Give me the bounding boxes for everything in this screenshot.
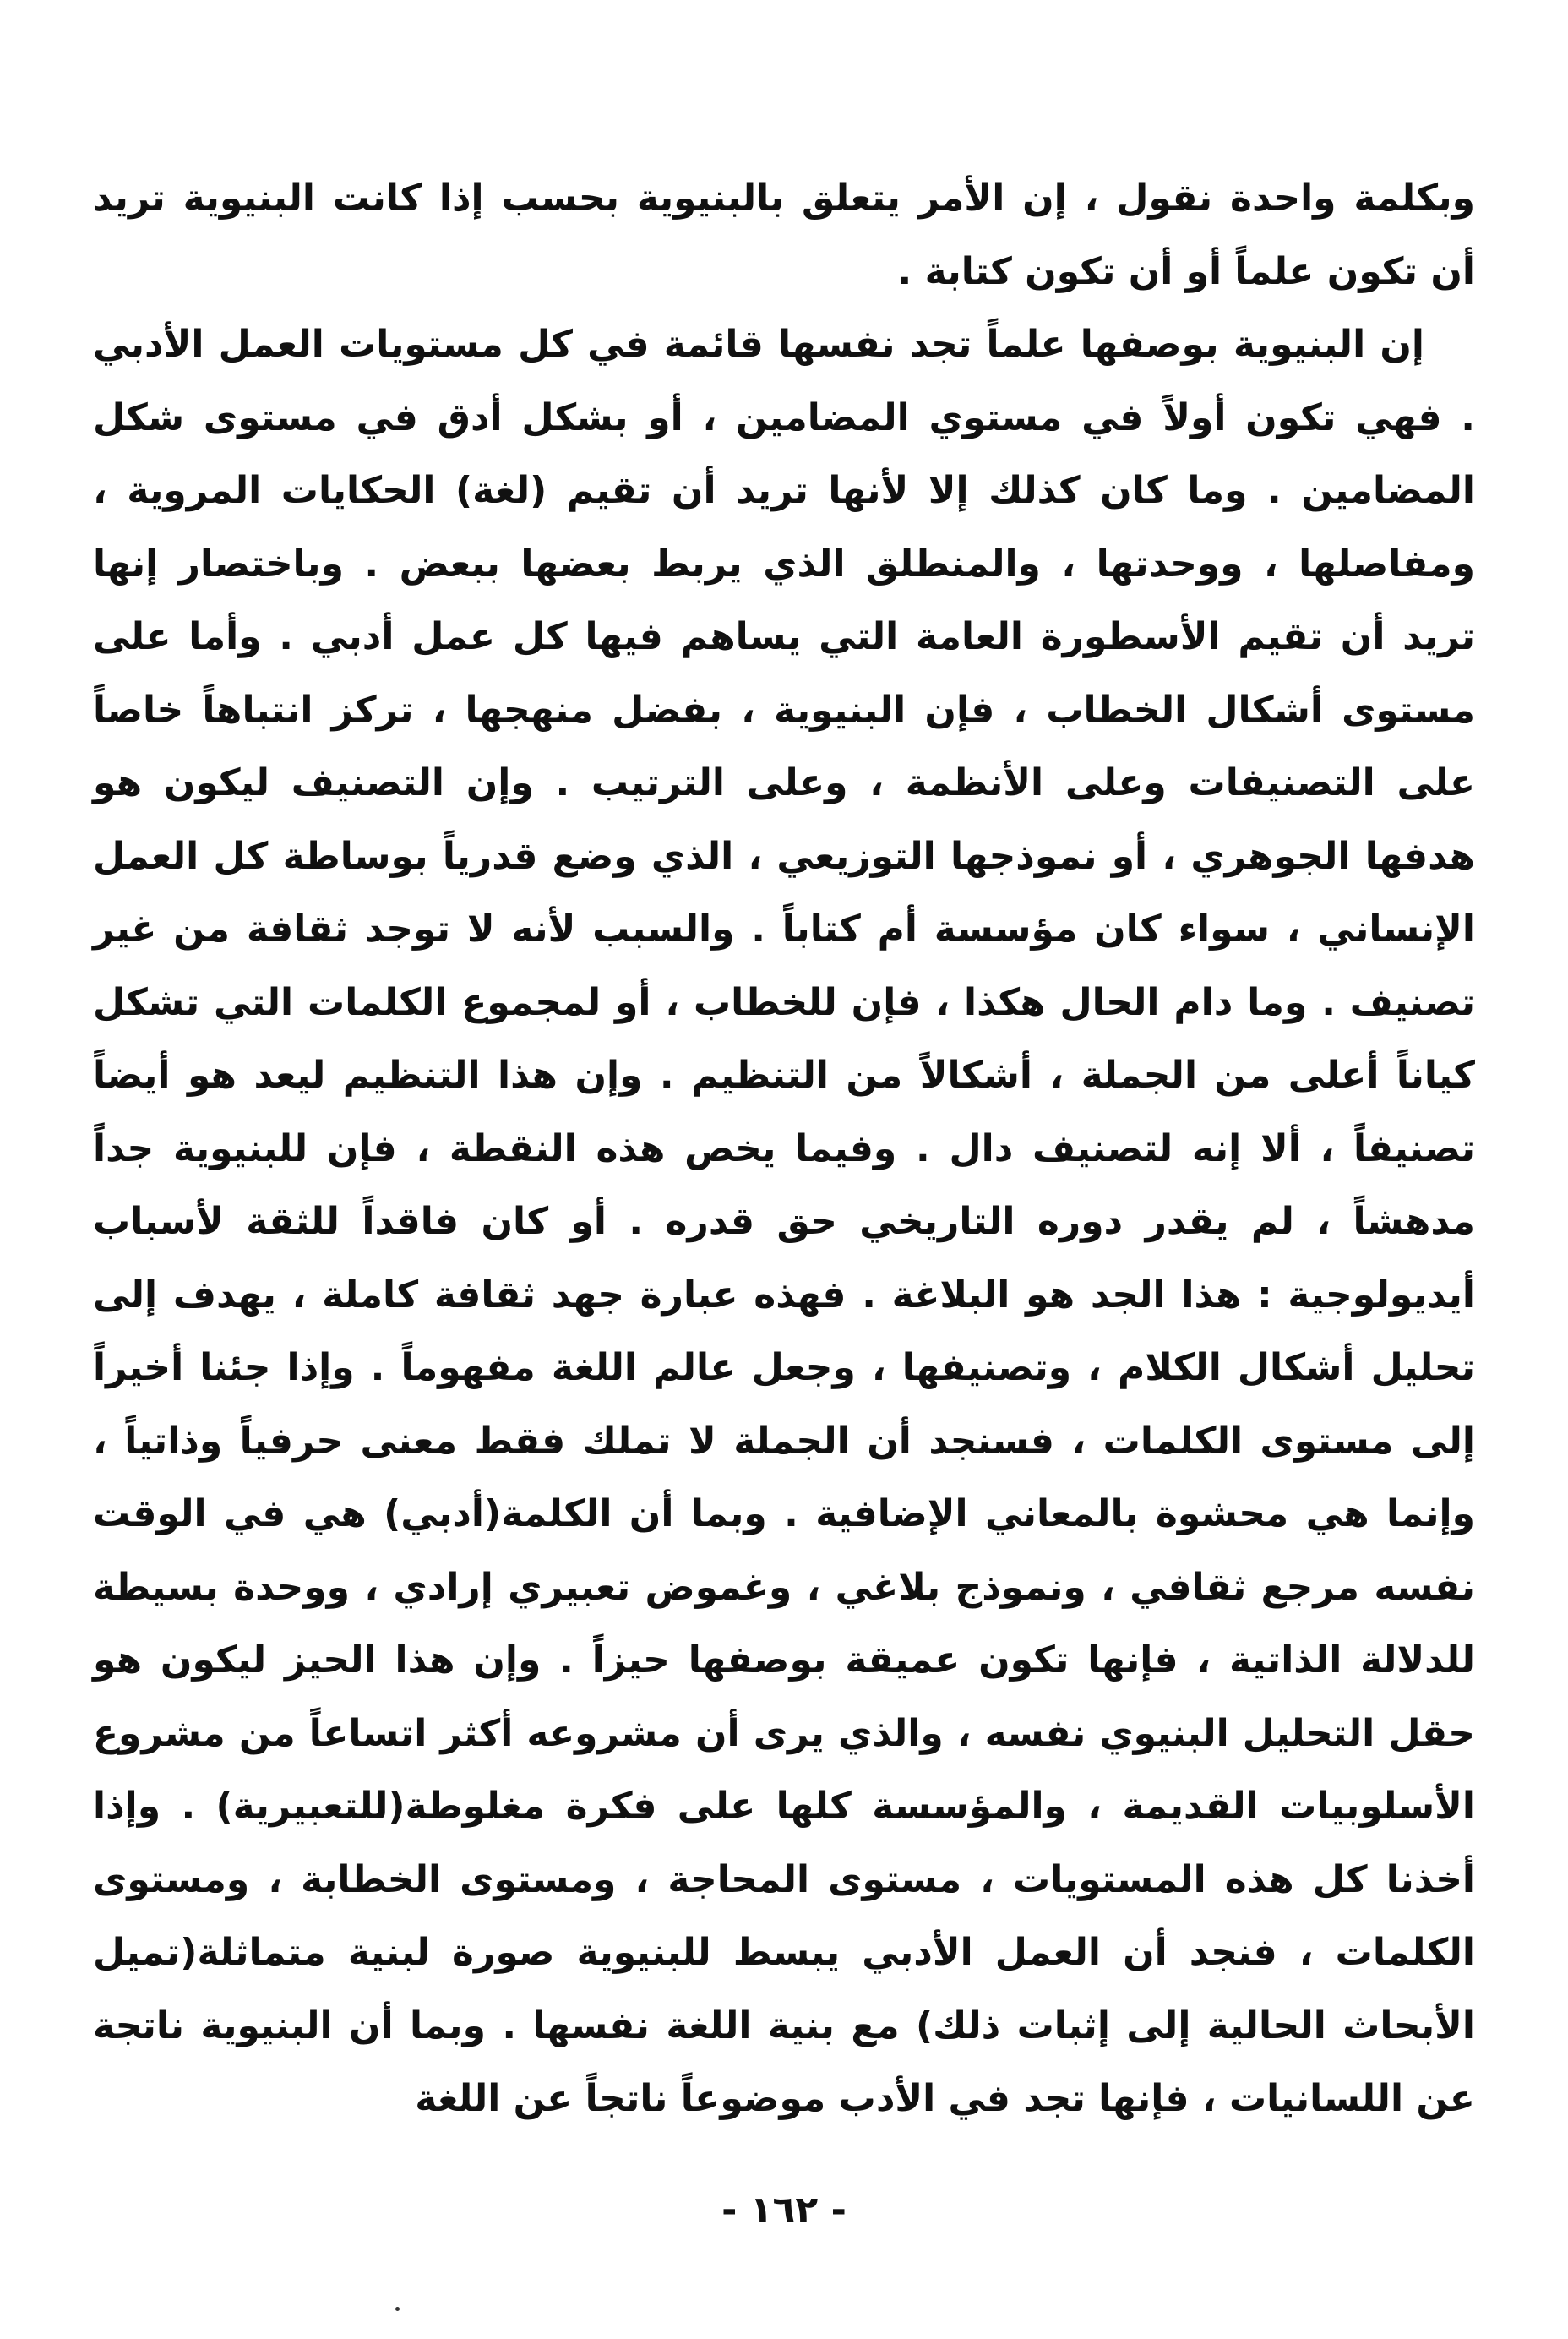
page-number: - ١٦٢ - bbox=[721, 2189, 847, 2232]
body-text bbox=[93, 162, 1475, 2136]
paragraph-1: وبكلمة واحدة نقول ، إن الأمر يتعلق بالبنيوية بحسب إذا كانت البنيوية تريد أن تكون علماً أو أن تكون كتابة . bbox=[93, 177, 1475, 293]
scan-speck bbox=[395, 2307, 400, 2311]
paragraph-2: إن البنيوية بوصفها علماً تجد نفسها قائمة في كل مستويات العمل الأدبي . فهي تكون أولاً في مستوي المضامين ، أو بشكل أدق في مستوى شكل المضامين . وما كان كذلك إلا لأنها تريد أن تقيم (لغة) الحكايات المروية ، ومفاصلها ، ووحدتها ، والمنطلق الذي يربط بعضها ببعض . وباختصار إنها تريد أن تقيم الأسطورة العامة التي يساهم فيها كل عمل أدبي . وأما على مستوى أشكال الخطاب ، فإن البنيوية ، بفضل منهجها ، تركز انتباهاً خاصاً على التصنيفات وعلى الأنظمة ، وعلى الترتيب . وإن التصنيف ليكون هو هدفها الجوهري ، أو نموذجها التوزيعي ، الذي وضع قدرياً بوساطة كل العمل الإنساني ، سواء كان مؤسسة أم كتاباً . والسبب لأنه لا توجد ثقافة من غير تصنيف . وما دام الحال هكذا ، فإن للخطاب ، أو لمجموع الكلمات التي تشكل كياناً أعلى من الجملة ، أشكالاً من التنظيم . وإن هذا التنظيم ليعد هو أيضاً تصنيفاً ، ألا إنه لتصنيف دال . وفيما يخص هذه النقطة ، فإن للبنيوية جداً مدهشاً ، لم يقدر دوره التاريخي حق قدره . أو كان فاقداً للثقة لأسباب أيديولوجية : هذا الجد هو البلاغة . فهذه عبارة جهد ثقافة كاملة ، يهدف إلى تحليل أشكال الكلام ، وتصنيفها ، وجعل عالم اللغة مفهوماً . وإذا جئنا أخيراً إلى مستوى الكلمات ، فسنجد أن الجملة لا تملك فقط معنى حرفياً وذاتياً ، وإنما هي محشوة بالمعاني الإضافية . وبما أن الكلمة(أدبي) هي في الوقت نفسه مرجع ثقافي ، ونموذج بلاغي ، وغموض تعبيري إرادي ، ووحدة بسيطة للدلالة الذاتية ، فإنها تكون عميقة بوصفها حيزاً . وإن هذا الحيز ليكون هو حقل التحليل البنيوي نفسه ، والذي يرى أن مشروعه أكثر اتساعاً من مشروع الأسلوبيات القديمة ، والمؤسسة كلها على فكرة مغلوطة(للتعبيرية) . وإذا أخذنا كل هذه المستويات ، مستوى المحاجة ، ومستوى الخطابة ، ومستوى الكلمات ، فنجد أن العمل الأدبي يبسط للبنيوية صورة لبنية متماثلة(تميل الأبحاث الحالية إلى إثبات ذلك) مع بنية اللغة نفسها . وبما أن البنيوية ناتجة عن اللسانيات ، فإنها تجد في الأدب موضوعاً ناتجاً عن اللغة bbox=[93, 323, 1475, 2120]
